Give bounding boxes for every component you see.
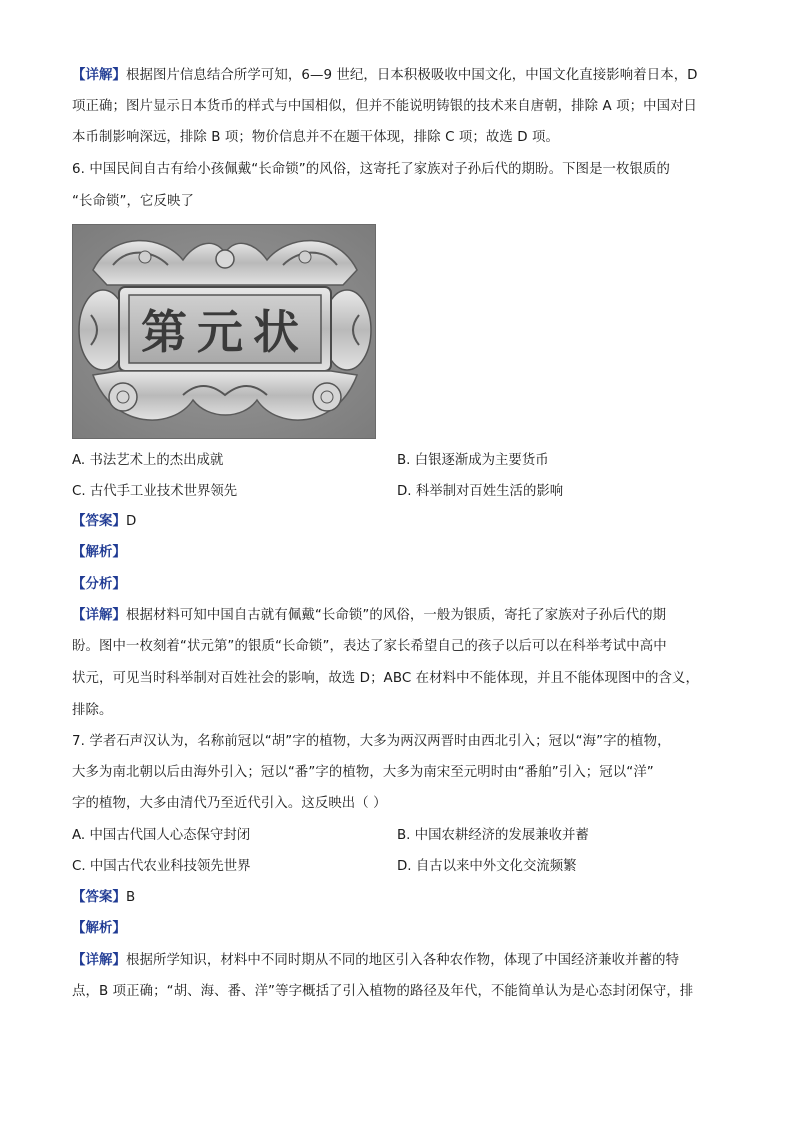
q7-detail-line-2: 点，B 项正确；“胡、海、番、洋”等字概括了引入植物的路径及年代，不能简单认为是心态封闭保守，排	[72, 984, 694, 999]
q7-option-c: C. 中国古代农业科技领先世界	[72, 859, 251, 874]
q6-option-d: D. 科举制对百姓生活的影响	[397, 484, 564, 499]
q7-detail-line-1: 【详解】根据所学知识，材料中不同时期从不同的地区引入各种农作物，体现了中国经济兼收并蓄的特	[72, 953, 680, 968]
q5-detail-line-3: 本币制影响深远，排除 B 项；物价信息并不在题干体现，排除 C 项；故选 D 项。	[72, 130, 559, 145]
q6-detail-line-1: 【详解】根据材料可知中国自古就有佩戴“长命锁”的风俗，一般为银质，寄托了家族对子孙后代的期	[72, 608, 667, 623]
q7-stem-line-1: 7. 学者石声汉认为，名称前冠以“胡”字的植物，大多为两汉两晋时由西北引入；冠以“海”字的植物，	[72, 734, 671, 749]
q7-stem-line-3: 字的植物，大多由清代乃至近代引入。这反映出（ ）	[72, 796, 387, 811]
q6-stem-line-1: 6. 中国民间自古有给小孩佩戴“长命锁”的风俗，这寄托了家族对子孙后代的期盼。下图是一枚银质的	[72, 162, 671, 177]
q7-analysis-heading: 【解析】	[72, 921, 126, 936]
detail-tag: 【详解】	[72, 68, 126, 83]
q5-detail-line-2: 项正确；图片显示日本货币的样式与中国相似，但并不能说明铸银的技术来自唐朝，排除 A 项；中国对日	[72, 99, 698, 114]
q7-option-d: D. 自古以来中外文化交流频繁	[397, 859, 577, 874]
longevity-lock-image	[72, 224, 376, 439]
q6-option-c: C. 古代手工业技术世界领先	[72, 484, 238, 499]
q6-fenxi-heading: 【分析】	[72, 577, 126, 592]
q6-answer	[72, 512, 722, 532]
q6-detail-line-2: 盼。图中一枚刻着“状元第”的银质“长命锁”，表达了家长希望自己的孩子以后可以在科举考试中高中	[72, 639, 667, 654]
q6-stem-line-2: “长命锁”，它反映了	[72, 194, 194, 209]
q7-stem-line-2: 大多为南北朝以后由海外引入；冠以“番”字的植物，大多为南宋至元明时由“番舶”引入；冠以“洋”	[72, 765, 654, 780]
q6-detail-line-3: 状元，可见当时科举制对百姓社会的影响，故选 D；ABC 在材料中不能体现，并且不能体现图中的含义，	[72, 671, 699, 686]
q6-option-a: A. 书法艺术上的杰出成就	[72, 453, 224, 468]
q7-option-a: A. 中国古代国人心态保守封闭	[72, 828, 251, 843]
q5-detail-line-1: 【详解】根据图片信息结合所学可知，6—9 世纪，日本积极吸收中国文化，中国文化直接影响着日本，D	[72, 68, 698, 83]
detail-tag: 【详解】	[72, 953, 126, 968]
q7-answer	[72, 888, 722, 908]
q6-option-b: B. 白银逐渐成为主要货币	[397, 453, 549, 468]
detail-tag: 【详解】	[72, 608, 126, 623]
answer-tag: 【答案】	[72, 890, 126, 905]
q7-option-b: B. 中国农耕经济的发展兼收并蓄	[397, 828, 589, 843]
answer-value: D	[125, 514, 137, 529]
lock-inscription: 状元第	[141, 305, 309, 359]
answer-tag: 【答案】	[72, 514, 126, 529]
answer-value: B	[125, 890, 136, 905]
q6-analysis-heading: 【解析】	[72, 545, 126, 560]
q6-detail-line-4: 排除。	[72, 703, 113, 718]
